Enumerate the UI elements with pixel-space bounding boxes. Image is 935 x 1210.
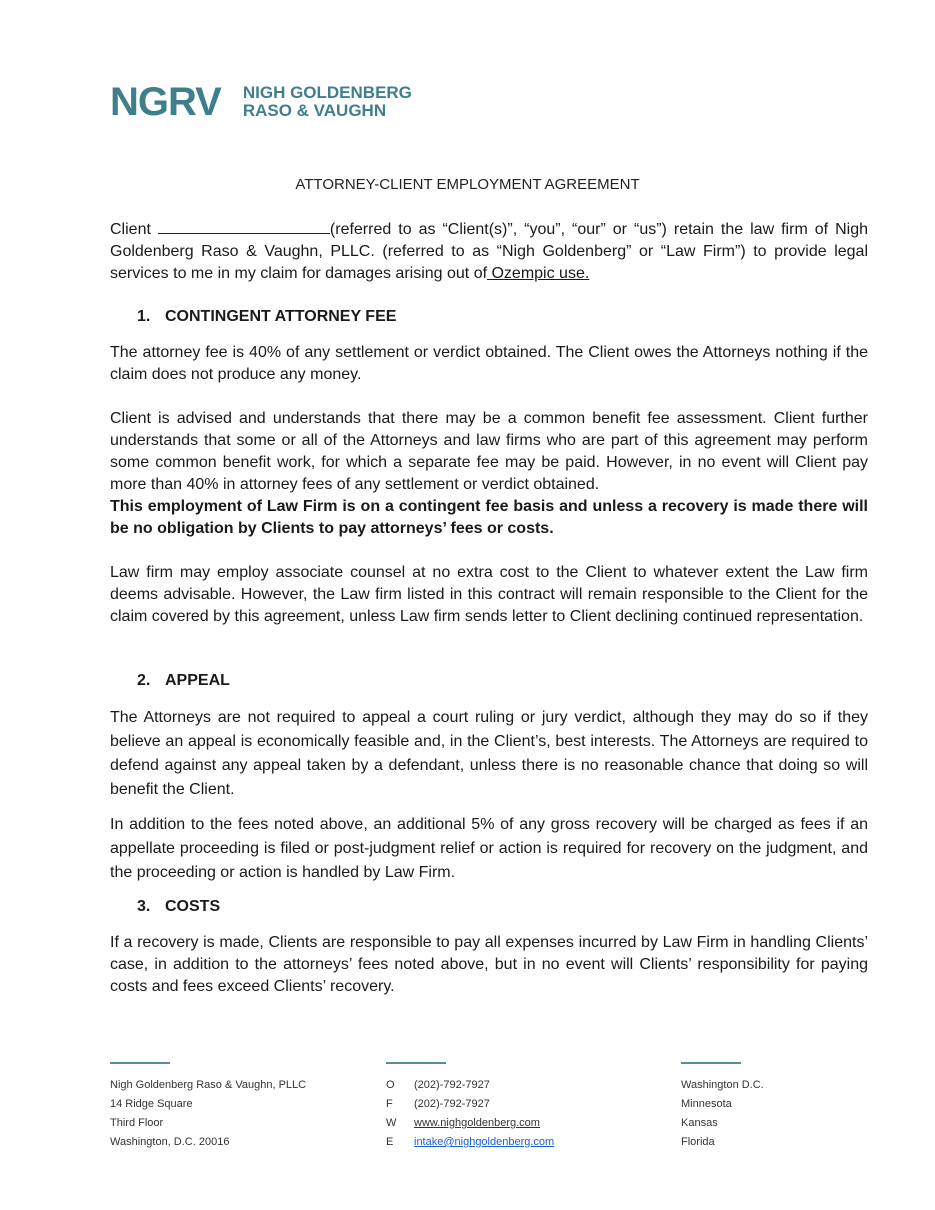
contingent-fee-notice: This employment of Law Firm is on a contingent fee basis and unless a recovery is made there will be no obligation by Clients to pay attorneys’ fees or costs. xyxy=(110,498,868,537)
section-3-body: If a recovery is made, Clients are responsible to pay all expenses incurred by Law Firm in handling Clients’ case, in addition to the attorneys’ fees noted above, but in no event will Clients’ responsibility for paying costs and fees exceed Clients’ recovery. xyxy=(110,934,868,995)
email-link[interactable]: intake@nighgoldenberg.com xyxy=(414,1136,555,1148)
footer-address: Nigh Goldenberg Raso & Vaughn, PLLC 14 Ridge Square Third Floor Washington, D.C. 20016 xyxy=(110,1062,306,1152)
logo-mark: NGRV xyxy=(110,80,221,124)
section-2-heading: 2. APPEAL xyxy=(137,672,230,689)
footer-locations: Washington D.C. Minnesota Kansas Florida xyxy=(681,1062,764,1152)
document-title: ATTORNEY-CLIENT EMPLOYMENT AGREEMENT xyxy=(295,176,640,193)
firm-logo xyxy=(110,82,412,122)
section-1-heading: 1. CONTINGENT ATTORNEY FEE xyxy=(137,308,397,325)
website-link[interactable]: www.nighgoldenberg.com xyxy=(414,1117,540,1129)
section-2-body: The Attorneys are not required to appeal a court ruling or jury verdict, although they may do so if they believe an appeal is economically feasible and, in the Client’s, best interests. The Attorneys are required to defend against any appeal taken by a defendant, unless there is no reasonable chance that doing so will benefit the Client. In addition to the fees noted above, an additional 5% of any gross recovery will be charged as fees if an appellate proceeding is filed or post-judgment relief or action is required for recovery on the judgment, and the proceeding or action is handled by Law Firm. xyxy=(110,709,868,881)
section-1-body: The attorney fee is 40% of any settlement or verdict obtained. The Client owes the Attorneys nothing if the claim does not produce any money. Client is advised and understands that there may be a common benefit fee assessment. Client further understands that some or all of the Attorneys and law firms who are part of this agreement may perform some common benefit work, for which a separate fee may be paid. However, in no event will Client pay more than 40% in attorney fees of any settlement or verdict obtained. This employment of Law Firm is on a contingent fee basis and unless a recovery is made there will be no obligation by Clients to pay attorneys’ fees or costs. Law firm may employ associate counsel at no extra cost to the Client to whatever extent the Law firm deems advisable. However, the Law firm listed in this contract will remain responsible to the Client for the claim covered by this agreement, unless Law firm sends letter to Client declining continued representation. xyxy=(110,344,868,625)
section-3-heading: 3. COSTS xyxy=(137,898,221,915)
intro-paragraph: Client (referred to as “Client(s)”, “you”, “our” or “us”) retain the law firm of Nigh Goldenberg Raso & Vaughn, PLLC. (referred to as “Nigh Goldenberg” or “Law Firm”) to provide legal services to me in my claim for damages arising out of Ozempic use. xyxy=(110,218,868,285)
footer-contacts: O (202)-792-7927 F (202)-792-7927 W www.nighgoldenberg.com E intake@nighgoldenberg.com xyxy=(386,1062,554,1152)
office-phone: (202)-792-7927 xyxy=(414,1079,490,1091)
footer-divider xyxy=(681,1062,741,1064)
claim-type: Ozempic use. xyxy=(487,265,590,282)
logo-firm-name: NIGH GOLDENBERG RASO & VAUGHN xyxy=(242,83,412,120)
fax-number: (202)-792-7927 xyxy=(414,1098,490,1110)
client-name-blank xyxy=(158,218,330,234)
footer-divider xyxy=(110,1062,170,1064)
footer-divider xyxy=(386,1062,446,1064)
